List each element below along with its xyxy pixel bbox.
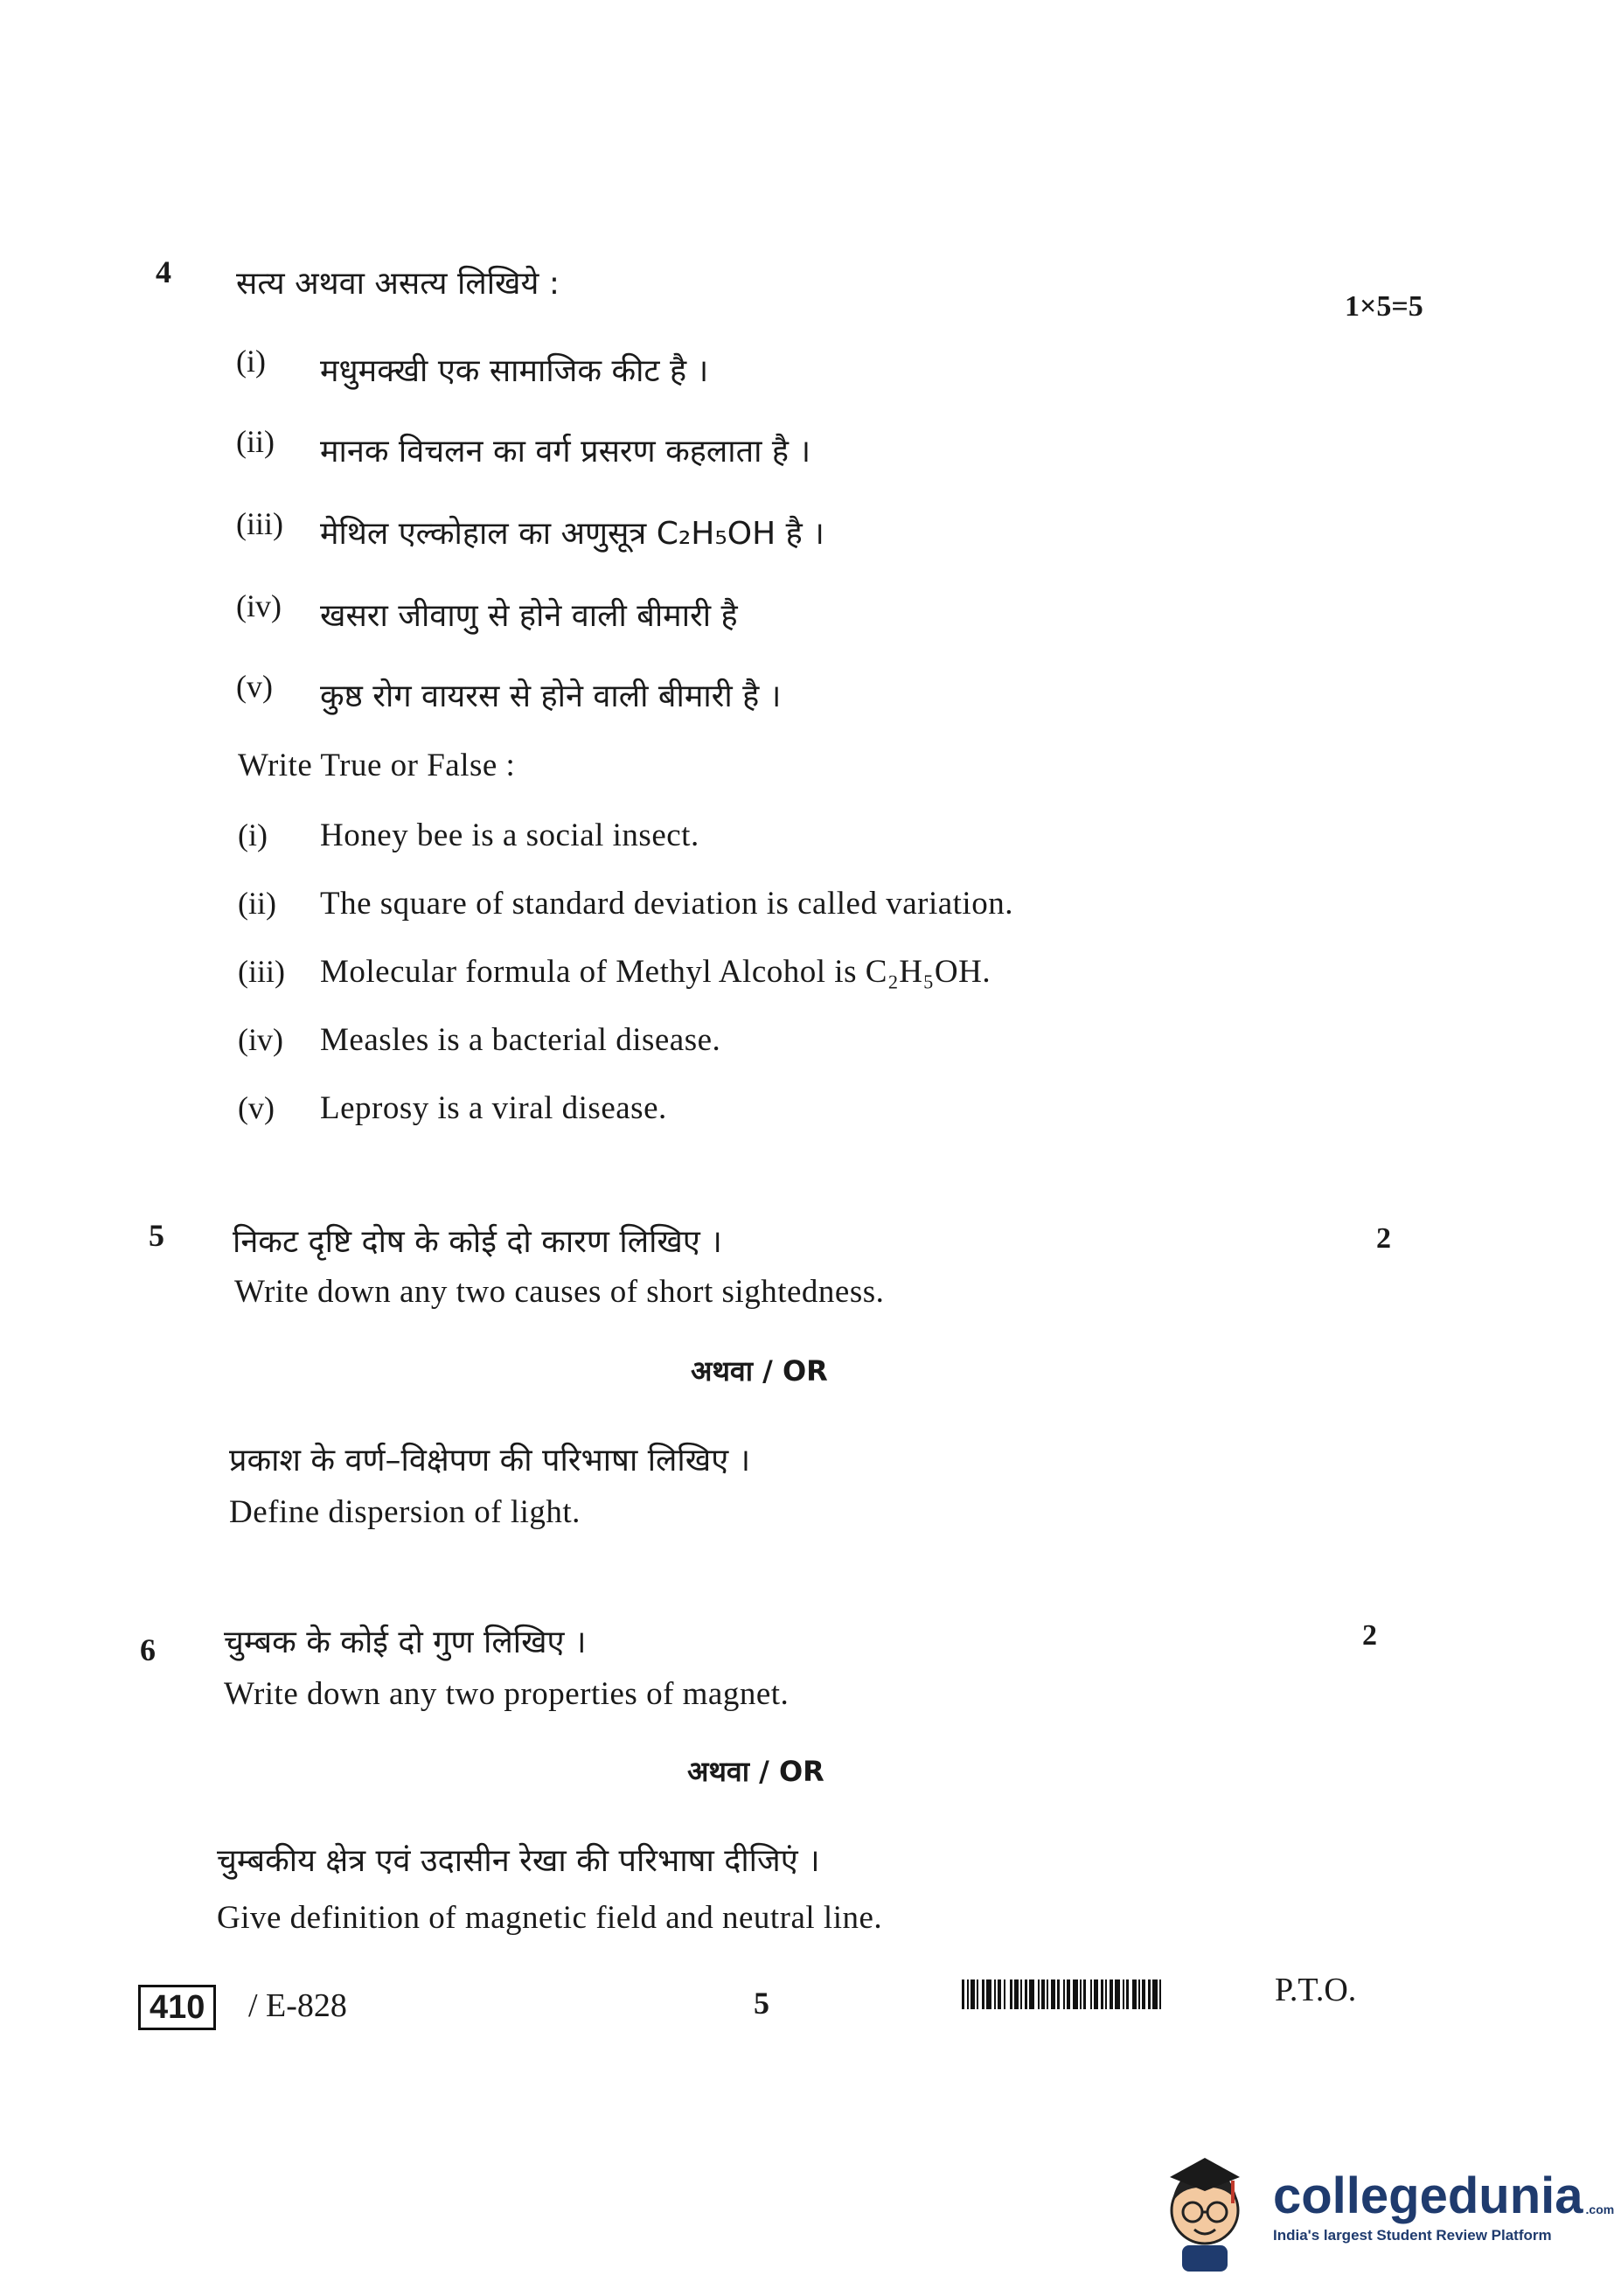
collegedunia-watermark [1152, 2142, 1614, 2273]
question-4-english-instruction: Write True or False : [238, 748, 516, 783]
question-5-hindi: निकट दृष्टि दोष के कोई दो कारण लिखिए । [233, 1224, 722, 1260]
barcode [962, 1979, 1240, 2009]
english-item-label: (ii) [238, 886, 276, 921]
student-mascot-icon [1152, 2142, 1257, 2273]
page-number: 5 [754, 1986, 769, 2021]
question-6-or-label: अथवा / OR [687, 1755, 824, 1788]
question-5-or-label: अथवा / OR [691, 1354, 828, 1388]
english-item-text: Honey bee is a social insect. [320, 818, 699, 853]
brand-text [1273, 2167, 1614, 2244]
brand-name: collegedunia [1273, 2167, 1583, 2224]
english-item-text: Molecular formula of Methyl Alcohol is C₂H₅OH. [320, 954, 991, 990]
english-item-text: Leprosy is a viral disease. [320, 1090, 667, 1126]
english-item-text: The square of standard deviation is called variation. [320, 886, 1013, 922]
question-5-number: 5 [149, 1218, 164, 1253]
hindi-item-text: मानक विचलन का वर्ग प्रसरण कहलाता है । [320, 434, 811, 470]
question-5-english: Write down any two causes of short sightedness. [234, 1274, 885, 1310]
hindi-item-label: (iii) [236, 506, 283, 541]
question-5-marks: 2 [1376, 1222, 1391, 1255]
english-item-text: Measles is a bacterial disease. [320, 1022, 721, 1058]
hindi-item-text: कुष्ठ रोग वायरस से होने वाली बीमारी है । [320, 678, 782, 714]
brand-tagline: India's largest Student Review Platform [1273, 2227, 1552, 2244]
hindi-item-label: (v) [236, 669, 273, 704]
english-item-label: (i) [238, 818, 268, 852]
question-5-alt-hindi: प्रकाश के वर्ण–विक्षेपण की परिभाषा लिखिए । [229, 1443, 751, 1478]
pto-label: P.T.O. [1275, 1972, 1357, 2008]
hindi-item-text: मेथिल एल्कोहाल का अणुसूत्र C₂H₅OH है । [320, 516, 824, 552]
question-6-alt-hindi: चुम्बकीय क्षेत्र एवं उदासीन रेखा की परिभाषा दीजिएं । [217, 1843, 820, 1879]
hindi-item-label: (iv) [236, 588, 282, 623]
question-6-marks: 2 [1362, 1619, 1377, 1652]
brand-tld: .com [1585, 2202, 1614, 2216]
question-6-alt-english: Give definition of magnetic field and neutral line. [217, 1900, 883, 1936]
question-6-number: 6 [140, 1632, 156, 1667]
question-6-english: Write down any two properties of magnet. [224, 1676, 790, 1712]
english-item-label: (v) [238, 1090, 275, 1125]
question-4-marks: 1×5=5 [1345, 290, 1423, 323]
question-6-hindi: चुम्बक के कोई दो गुण लिखिए । [224, 1625, 587, 1660]
question-4-hindi-instruction: सत्य अथवा असत्य लिखिये : [236, 266, 560, 302]
hindi-item-text: खसरा जीवाणु से होने वाली बीमारी है [320, 598, 738, 634]
english-item-label: (iv) [238, 1022, 283, 1057]
english-item-label: (iii) [238, 954, 285, 989]
paper-code-box: 410 [138, 1985, 216, 2030]
question-5-alt-english: Define dispersion of light. [229, 1494, 581, 1530]
hindi-item-text: मधुमक्खी एक सामाजिक कीट है । [320, 353, 709, 389]
hindi-item-label: (ii) [236, 424, 275, 459]
hindi-item-label: (i) [236, 344, 266, 379]
paper-series: / E-828 [248, 1987, 347, 2024]
question-4-number: 4 [156, 254, 171, 289]
